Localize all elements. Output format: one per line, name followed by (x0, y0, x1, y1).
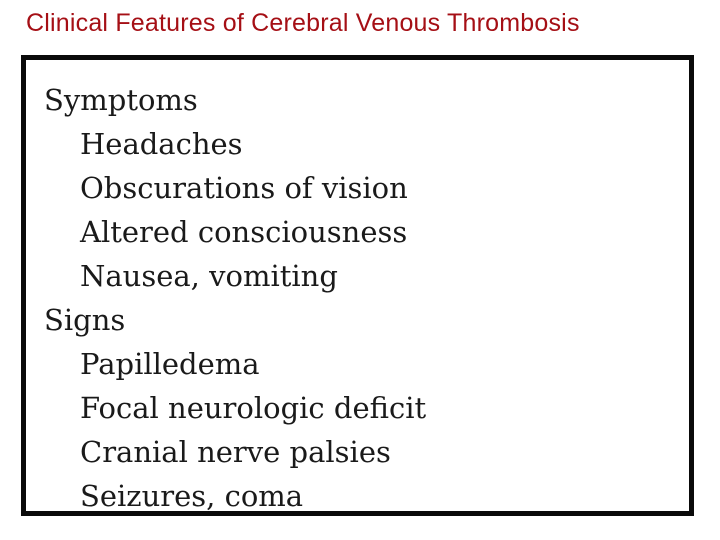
section-heading-symptoms: Symptoms (44, 83, 198, 117)
signs-list (44, 342, 426, 518)
features-table (21, 55, 694, 516)
section-symptoms (44, 78, 426, 298)
list-item: Focal neurologic deficit (80, 391, 427, 425)
list-item: Obscurations of vision (80, 171, 408, 205)
section-signs (44, 298, 426, 518)
list-item: Headaches (80, 127, 243, 161)
list-item: Papilledema (80, 347, 260, 381)
section-list (44, 78, 426, 518)
list-item: Nausea, vomiting (80, 259, 338, 293)
list-item: Cranial nerve palsies (80, 435, 391, 469)
section-heading-signs: Signs (44, 303, 126, 337)
list-item: Seizures, coma (80, 479, 304, 513)
list-item: Altered consciousness (80, 215, 408, 249)
slide-title: Clinical Features of Cerebral Venous Thrombosis (26, 9, 580, 37)
symptoms-list (44, 122, 426, 298)
